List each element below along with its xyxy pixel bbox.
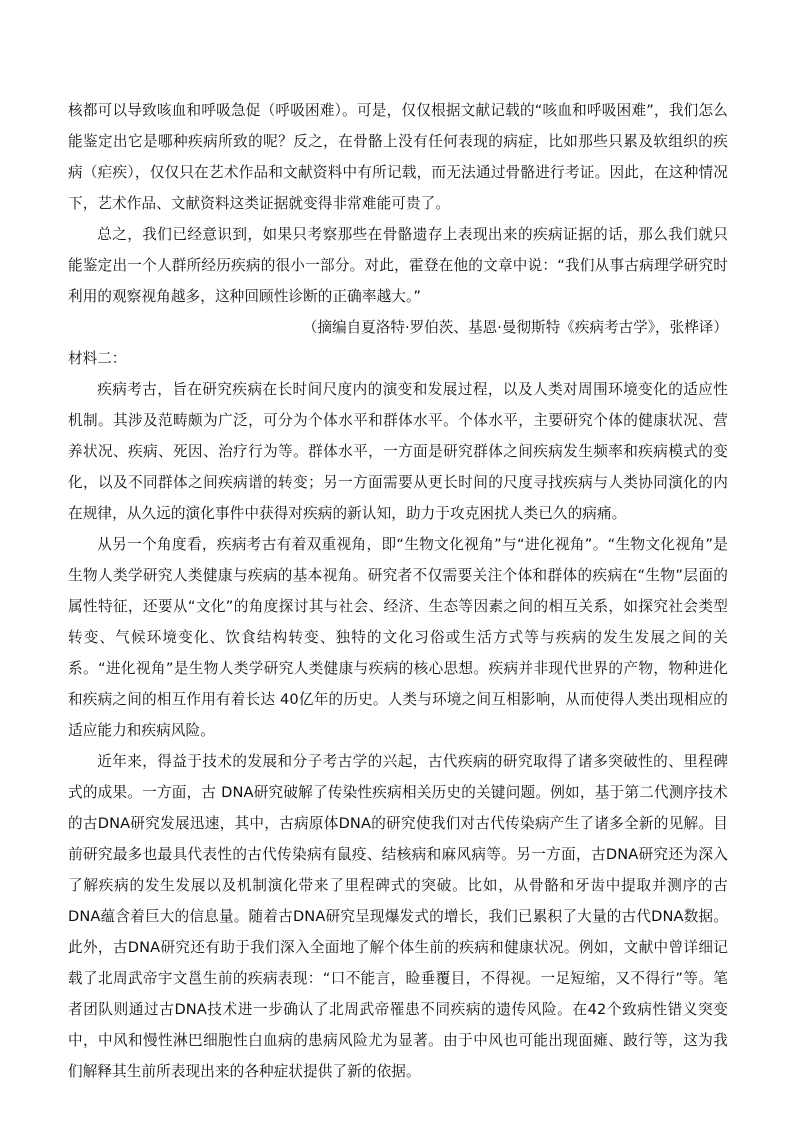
paragraph-dual-perspective: 从另一个角度看，疾病考古有着双重视角，即“生物文化视角”与“进化视角”。“生物文化视角”是生物人类学研究人类健康与疾病的基本视角。研究者不仅需要关注个体和群体的疾病在“生物”层面的属性特征，还要从“文化”的角度探讨其与社会、经济、生态等因素之间的相互关系，如探究社会类型转变、气候环境变化、饮食结构转变、独特的文化习俗或生活方式等与疾病的发生发展之间的关系。“进化视角”是生物人类学研究人类健康与疾病的核心思想。疾病并非现代世界的产物，物种进化和疾病之间的相互作用有着长达 40亿年的历史。人类与环境之间互相影响，从而使得人类出现相应的适应能力和疾病风险。 bbox=[68, 536, 728, 739]
paragraph-ancient-dna: 近年来，得益于技术的发展和分子考古学的兴起，古代疾病的研究取得了诸多突破性的、里程碑式的成果。一方面，古 DNA研究破解了传染性疾病相关历史的关键问题。例如，基于第二代测序技术的古DNA研究发展迅速，其中，古病原体DNA的研究使我们对古代传染病产生了诸多全新的见解。目前研究最多也最具代表性的古代传染病有鼠疫、结核病和麻风病等。另一方面，古DNA研究还为深入了解疾病的发生发展以及机制演化带来了里程碑式的突破。比如，从骨骼和牙齿中提取并测序的古DNA蕴含着巨大的信息量。随着古DNA研究呈现爆发式的增长，我们已累积了大量的古代DNA数据。此外，古DNA研究还有助于我们深入全面地了解个体生前的疾病和健康状况。例如，文献中曾详细记载了北周武帝宇文邕生前的疾病表现：“口不能言，睑垂覆目，不得视。一足短缩，又不得行”等。笔者团队则通过古DNA技术进一步确认了北周武帝罹患不同疾病的遗传风险。在42个致病性错义突变中，中风和慢性淋巴细胞性白血病的患病风险尤为显著。由于中风也可能出现面瘫、跛行等，这为我们解释其生前所表现出来的各种症状提供了新的依据。 bbox=[68, 753, 728, 1080]
paragraph-disease-archaeology: 疾病考古，旨在研究疾病在长时间尺度内的演变和发展过程，以及人类对周围环境变化的适应性机制。其涉及范畴颇为广泛，可分为个体水平和群体水平。个体水平，主要研究个体的健康状况、营养状况、疾病、死因、治疗行为等。群体水平，一方面是研究群体之间疾病发生频率和疾病模式的变化，以及不同群体之间疾病谱的转变；另一方面需要从更长时间的尺度寻找疾病与人类协同演化的内在规律，从久远的演化事件中获得对疾病的新认知，助力于攻克困扰人类已久的病痛。 bbox=[68, 381, 728, 522]
paragraph-summary: 总之，我们已经意识到，如果只考察那些在骨骼遗存上表现出来的疾病证据的话，那么我们就只能鉴定出一个人群所经历疾病的很小一部分。对此，霍登在他的文章中说：“我们从事古病理学研究时利用的观察视角越多，这种回顾性诊断的正确率越大。” bbox=[68, 226, 728, 305]
document-page bbox=[68, 95, 728, 1087]
paragraph-continued: 核都可以导致咳血和呼吸急促（呼吸困难）。可是，仅仅根据文献记载的“咳血和呼吸困难”，我们怎么能鉴定出它是哪种疾病所致的呢？反之，在骨骼上没有任何表现的病症，比如那些只累及软组织的疾病（疟疾），仅仅只在艺术作品和文献资料中有所记载，而无法通过骨骼进行考证。因此，在这种情况下，艺术作品、文献资料这类证据就变得非常难能可贵了。 bbox=[68, 102, 728, 212]
citation-source: （摘编自夏洛特·罗伯茨、基恩·曼彻斯特《疾病考古学》，张桦译） bbox=[302, 319, 728, 336]
section-heading-material-two: 材料二： bbox=[68, 350, 127, 367]
